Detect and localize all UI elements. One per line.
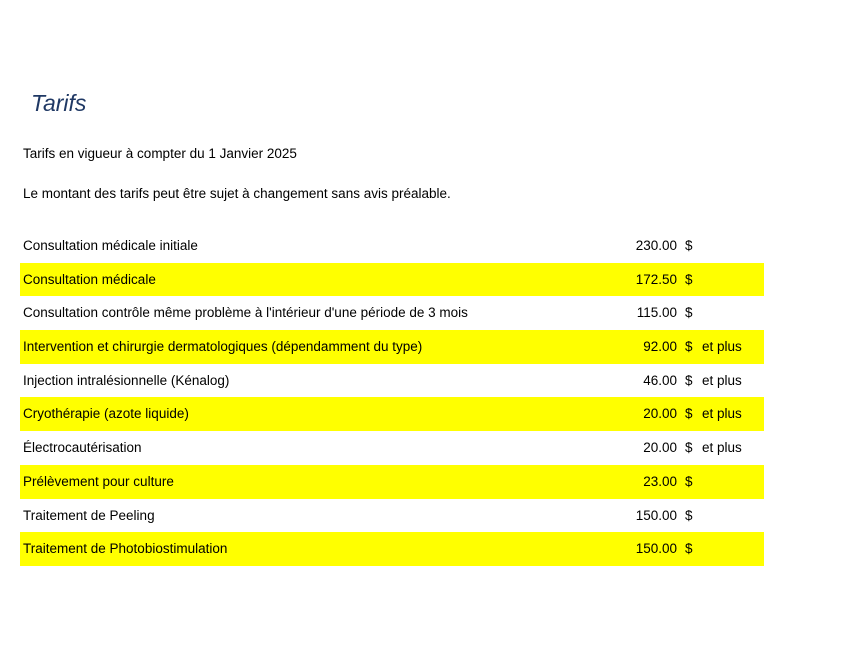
price-row: [20, 465, 764, 499]
service-amount: 20.00: [643, 406, 677, 422]
currency-symbol: $: [685, 271, 693, 287]
price-suffix: et plus: [702, 339, 742, 355]
currency-symbol: $: [685, 507, 693, 523]
currency-symbol: $: [685, 440, 693, 456]
price-suffix: et plus: [702, 372, 742, 388]
service-amount: 20.00: [643, 440, 677, 456]
currency-symbol: $: [685, 372, 693, 388]
currency-symbol: $: [685, 238, 693, 253]
service-amount: 172.50: [635, 271, 677, 287]
service-description: Consultation médicale initiale: [23, 238, 198, 253]
price-suffix: et plus: [702, 440, 742, 456]
currency-symbol: $: [685, 305, 693, 321]
page-title: Tarifs: [31, 90, 87, 116]
service-amount: 150.00: [635, 541, 677, 557]
service-description: Traitement de Photobiostimulation: [23, 541, 228, 557]
service-description: Injection intralésionnelle (Kénalog): [23, 372, 230, 388]
service-description: Cryothérapie (azote liquide): [23, 406, 189, 422]
price-row: [20, 532, 764, 566]
currency-symbol: $: [685, 473, 693, 489]
service-amount: 150.00: [635, 507, 677, 523]
price-table: [20, 229, 764, 566]
service-amount: 230.00: [635, 238, 677, 253]
price-row: [20, 431, 764, 465]
service-description: Prélèvement pour culture: [23, 473, 174, 489]
service-amount: 23.00: [643, 473, 677, 489]
price-disclaimer: Le montant des tarifs peut être sujet à changement sans avis préalable.: [23, 186, 451, 201]
service-amount: 115.00: [636, 305, 677, 321]
currency-symbol: $: [685, 541, 693, 557]
price-row: [20, 364, 764, 398]
price-row: [20, 397, 764, 431]
service-amount: 46.00: [643, 372, 677, 388]
service-description: Électrocautérisation: [23, 440, 142, 456]
currency-symbol: $: [685, 339, 693, 355]
price-row: [20, 330, 764, 364]
effective-date-text: Tarifs en vigueur à compter du 1 Janvier 2025: [23, 146, 297, 161]
price-row: [20, 499, 764, 533]
price-suffix: et plus: [702, 406, 742, 422]
currency-symbol: $: [685, 406, 693, 422]
service-amount: 92.00: [643, 339, 677, 355]
price-row: [20, 263, 764, 297]
service-description: Consultation médicale: [23, 271, 156, 287]
service-description: Consultation contrôle même problème à l'intérieur d'une période de 3 mois: [23, 305, 468, 321]
price-row: [20, 229, 764, 263]
service-description: Traitement de Peeling: [23, 507, 155, 523]
service-description: Intervention et chirurgie dermatologiques (dépendamment du type): [23, 339, 423, 355]
price-row: [20, 296, 764, 330]
